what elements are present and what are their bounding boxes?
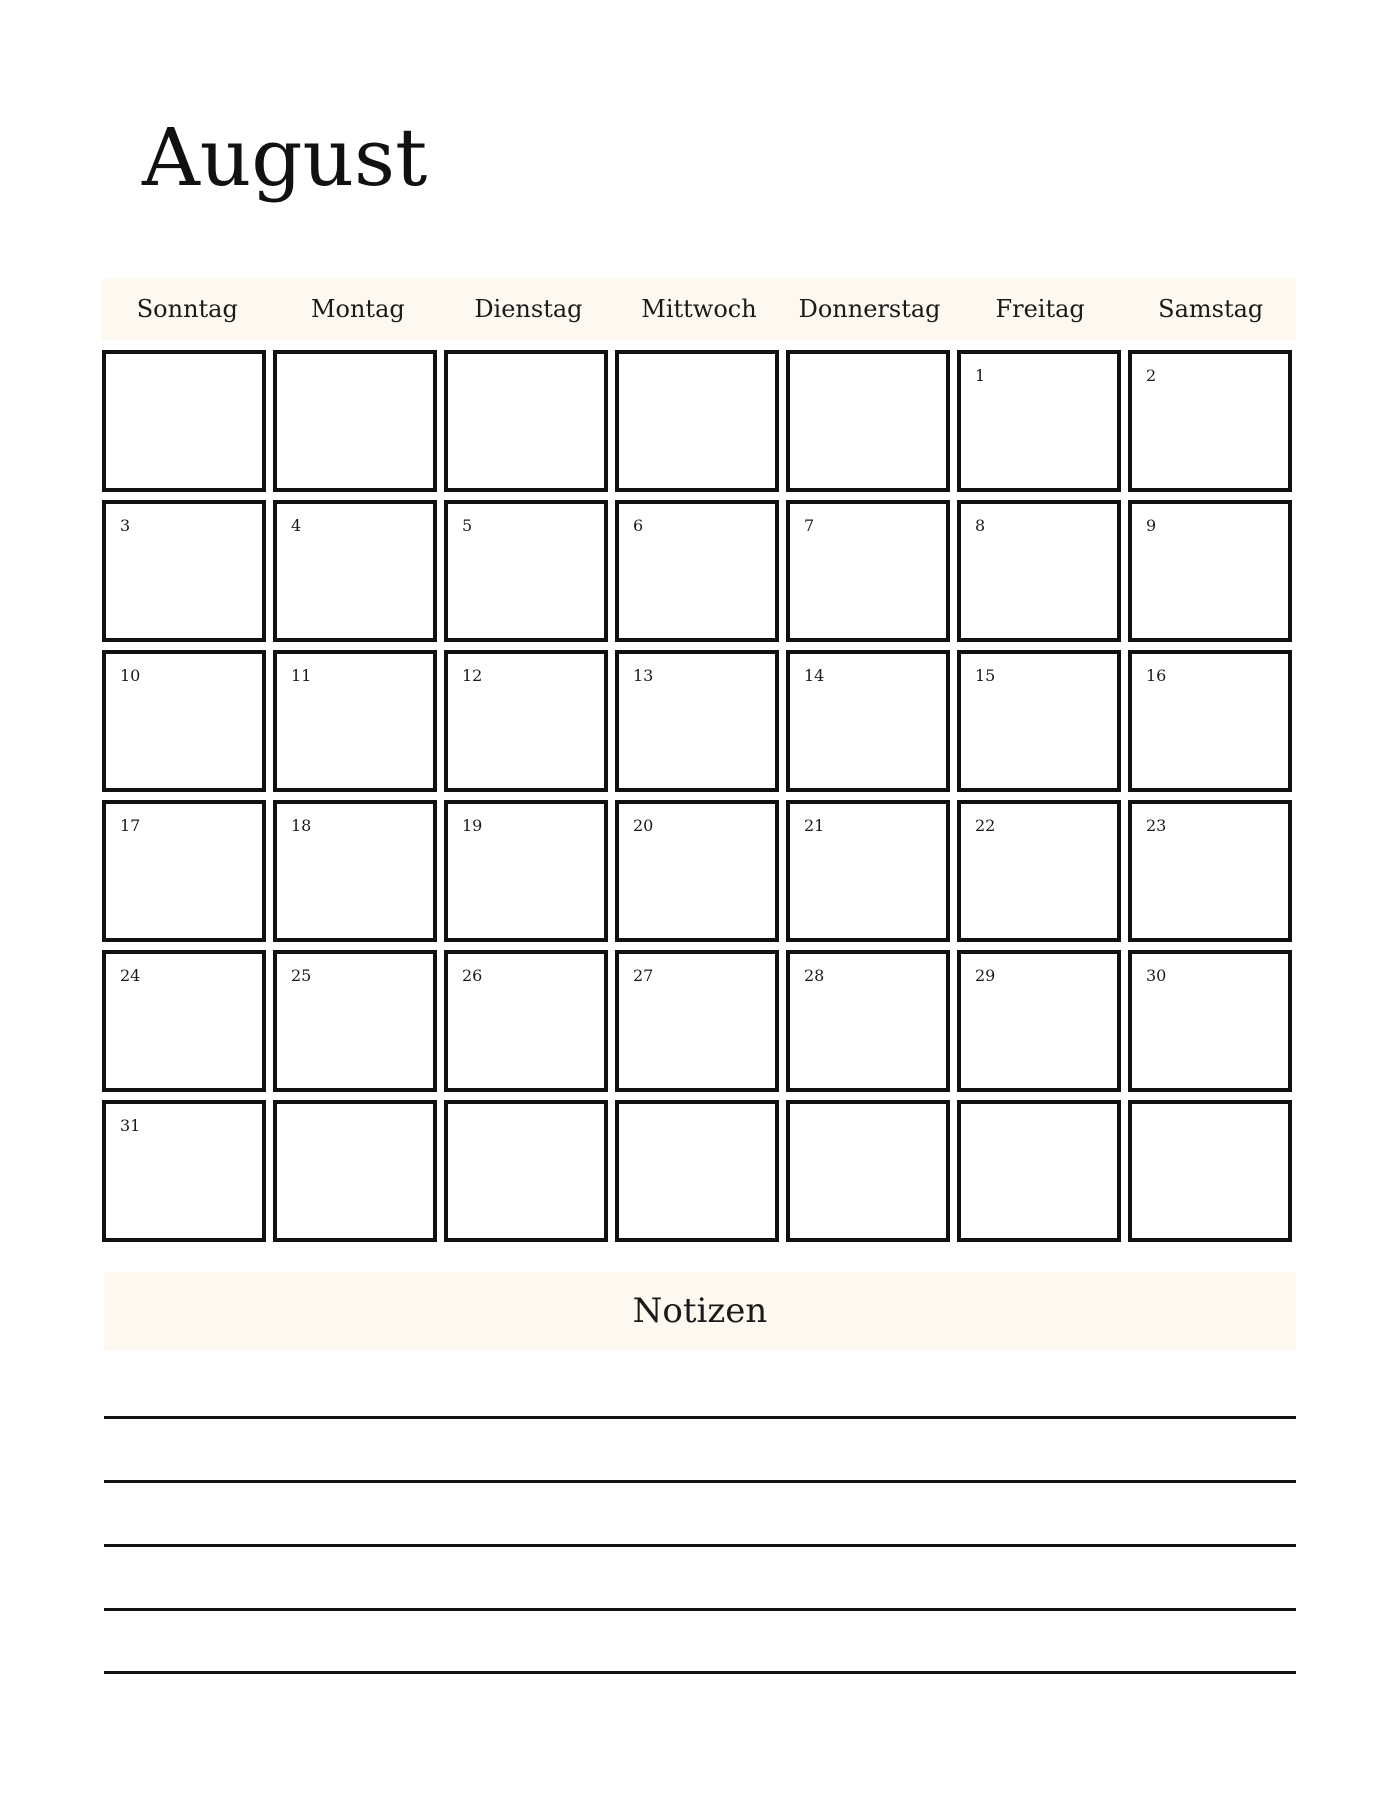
day-number: 4 <box>291 516 302 535</box>
day-cell[interactable] <box>615 1100 779 1242</box>
day-number: 11 <box>291 666 312 685</box>
day-cell[interactable] <box>1128 650 1292 792</box>
day-number: 20 <box>633 816 654 835</box>
day-number: 31 <box>120 1116 141 1135</box>
weekday-label: Montag <box>310 295 405 323</box>
day-cell[interactable] <box>273 950 437 1092</box>
day-number: 27 <box>633 966 654 985</box>
day-cell[interactable] <box>1128 500 1292 642</box>
day-number: 16 <box>1146 666 1167 685</box>
day-number: 17 <box>120 816 141 835</box>
day-number: 26 <box>462 966 483 985</box>
day-cell[interactable] <box>102 800 266 942</box>
day-number: 28 <box>804 966 825 985</box>
day-cell[interactable] <box>1128 800 1292 942</box>
day-number: 2 <box>1146 366 1157 385</box>
day-number: 25 <box>291 966 312 985</box>
day-number: 19 <box>462 816 483 835</box>
day-number: 6 <box>633 516 644 535</box>
day-cell[interactable] <box>444 1100 608 1242</box>
day-cell[interactable] <box>615 350 779 492</box>
note-line[interactable] <box>104 1416 1296 1419</box>
day-number: 9 <box>1146 516 1157 535</box>
note-line[interactable] <box>104 1480 1296 1483</box>
day-cell[interactable] <box>786 650 950 792</box>
day-cell[interactable] <box>1128 350 1292 492</box>
day-cell[interactable] <box>1128 1100 1292 1242</box>
day-cell[interactable] <box>786 500 950 642</box>
day-cell[interactable] <box>273 650 437 792</box>
day-cell[interactable] <box>957 800 1121 942</box>
day-cell[interactable] <box>957 1100 1121 1242</box>
day-number: 12 <box>462 666 483 685</box>
day-cell[interactable] <box>273 350 437 492</box>
weekday-label: Samstag <box>1158 295 1264 323</box>
day-cell[interactable] <box>615 800 779 942</box>
day-cell[interactable] <box>444 650 608 792</box>
day-number: 13 <box>633 666 654 685</box>
day-number: 22 <box>975 816 996 835</box>
day-number: 1 <box>975 366 986 385</box>
day-cell[interactable] <box>102 650 266 792</box>
day-cell[interactable] <box>615 950 779 1092</box>
weekday-label: Sonntag <box>136 295 238 323</box>
day-number: 3 <box>120 516 131 535</box>
day-cell[interactable] <box>957 500 1121 642</box>
day-cell[interactable] <box>786 950 950 1092</box>
day-number: 8 <box>975 516 986 535</box>
day-cell[interactable] <box>786 350 950 492</box>
day-number: 5 <box>462 516 473 535</box>
day-number: 18 <box>291 816 312 835</box>
weekday-label: Donnerstag <box>798 295 941 323</box>
notes-header: Notizen <box>104 1272 1296 1350</box>
day-number: 23 <box>1146 816 1167 835</box>
month-title: August <box>142 111 428 204</box>
day-cell[interactable] <box>957 950 1121 1092</box>
weekday-label: Mittwoch <box>641 295 757 323</box>
day-cell[interactable] <box>786 1100 950 1242</box>
day-number: 10 <box>120 666 141 685</box>
day-cell[interactable] <box>444 500 608 642</box>
day-number: 14 <box>804 666 825 685</box>
day-cell[interactable] <box>957 350 1121 492</box>
weekday-label: Dienstag <box>474 295 583 323</box>
day-cell[interactable] <box>102 500 266 642</box>
day-number: 15 <box>975 666 996 685</box>
note-line[interactable] <box>104 1608 1296 1611</box>
day-cell[interactable] <box>273 500 437 642</box>
day-cell[interactable] <box>102 350 266 492</box>
weekday-label: Freitag <box>995 295 1085 323</box>
note-line[interactable] <box>104 1671 1296 1674</box>
day-cell[interactable] <box>786 800 950 942</box>
day-cell[interactable] <box>102 950 266 1092</box>
day-cell[interactable] <box>615 650 779 792</box>
day-number: 29 <box>975 966 996 985</box>
calendar-grid <box>102 350 1296 1242</box>
day-cell[interactable] <box>444 350 608 492</box>
day-cell[interactable] <box>615 500 779 642</box>
day-number: 21 <box>804 816 825 835</box>
day-cell[interactable] <box>273 800 437 942</box>
day-cell[interactable] <box>444 800 608 942</box>
day-cell[interactable] <box>1128 950 1292 1092</box>
weekday-header-bar <box>102 278 1296 340</box>
day-number: 24 <box>120 966 141 985</box>
note-line[interactable] <box>104 1544 1296 1547</box>
day-cell[interactable] <box>957 650 1121 792</box>
day-cell[interactable] <box>273 1100 437 1242</box>
day-cell[interactable] <box>444 950 608 1092</box>
day-number: 30 <box>1146 966 1167 985</box>
day-cell[interactable] <box>102 1100 266 1242</box>
day-number: 7 <box>804 516 815 535</box>
